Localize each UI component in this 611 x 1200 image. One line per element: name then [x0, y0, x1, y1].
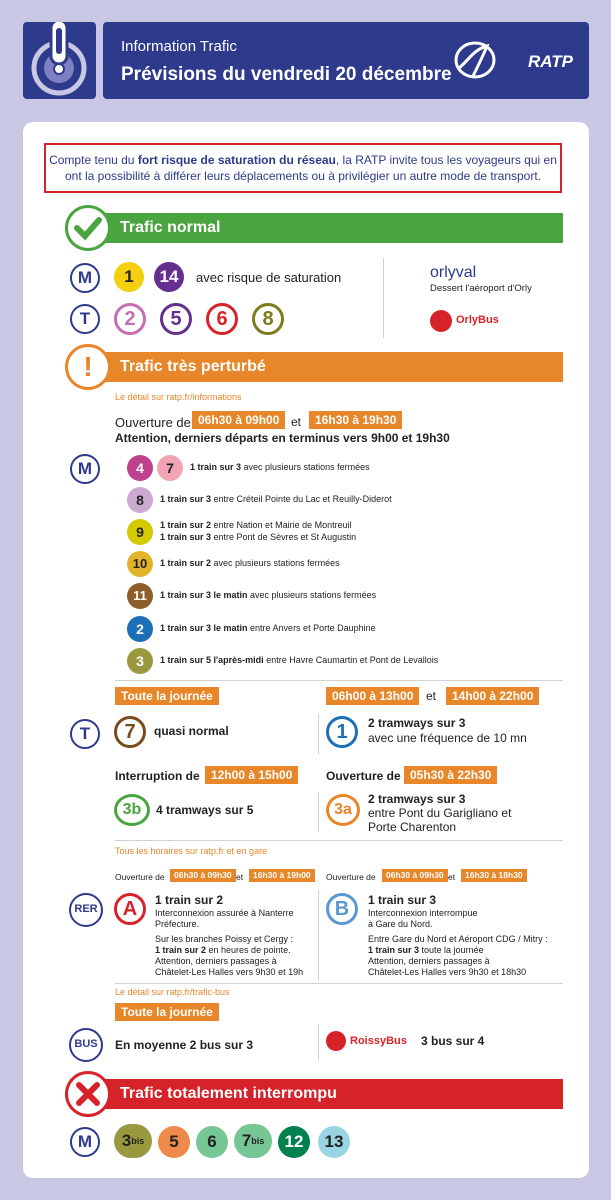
rer-b-l4: 1 train sur 3 toute la journée [368, 945, 484, 955]
tram-icon: T [70, 719, 100, 749]
divider [115, 840, 563, 841]
tram-3a-bold: 2 tramways sur 3 [368, 792, 466, 806]
metro-icon: M [70, 263, 100, 293]
metro-line-7: 7 [157, 455, 183, 481]
metro-icon: M [70, 454, 100, 484]
tag-toute-journee: Toute la journée [115, 687, 219, 705]
tram-line-5: 5 [160, 303, 192, 335]
divider [383, 258, 384, 338]
rer-b-slot1: 06h30 à 09h30 [382, 869, 448, 882]
divider [318, 714, 319, 754]
tram-1-text: avec une fréquence de 10 mn [368, 731, 527, 745]
rer-b-slot2: 16h30 à 18h30 [461, 869, 527, 882]
rer-b-ouverture: Ouverture de [326, 872, 376, 882]
tram-3a-line1: entre Pont du Garigliano et [368, 806, 512, 820]
header-subtitle: Prévisions du vendredi 20 décembre [121, 64, 452, 85]
time-slot-1: 06h30 à 09h00 [192, 411, 285, 429]
et-label: et [426, 689, 437, 703]
rer-line-a: A [114, 893, 146, 925]
orlyval-logo: orlyval [430, 264, 477, 281]
rer-a-l3: Sur les branches Poissy et Cergy : [155, 934, 294, 944]
tag-toute-journee: Toute la journée [115, 1003, 219, 1021]
rer-b-l6: Châtelet-Les Halles vers 9h30 et 18h30 [368, 967, 527, 977]
metro-line-11: 11 [127, 583, 153, 609]
bus-detail-link[interactable]: Le détail sur ratp.fr/trafic-bus [115, 987, 230, 997]
metro-row-4: 1 train sur 2 avec plusieurs stations fermées [160, 558, 340, 568]
tram-icon: T [70, 304, 100, 334]
rer-a-l2: Préfecture. [155, 919, 200, 929]
rer-line-b: B [326, 893, 358, 925]
metro-line-3: 3 [127, 648, 153, 674]
ouverture-label: Ouverture de [115, 415, 191, 430]
divider [318, 792, 319, 832]
ratp-logo-icon [453, 40, 497, 80]
tram-line-7: 7 [114, 716, 146, 748]
metro-line-5: 5 [158, 1126, 190, 1158]
metro-row-7: 1 train sur 5 l'après-midi entre Havre Caumartin et Pont de Levallois [160, 655, 439, 665]
band-title: Trafic très perturbé [120, 358, 266, 375]
rer-a-slot1: 06h30 à 09h30 [170, 869, 236, 882]
bus-text: En moyenne 2 bus sur 3 [115, 1038, 254, 1052]
interruption-label: Interruption de [115, 769, 200, 783]
bus-icon: BUS [69, 1028, 103, 1062]
rer-a-l4: 1 train sur 2 en heures de pointe. [155, 945, 291, 955]
metro-row-5: 1 train sur 3 le matin avec plusieurs stations fermées [160, 590, 377, 600]
time-slot-2: 16h30 à 19h30 [309, 411, 402, 429]
rer-b-l5: Attention, derniers passages à [368, 956, 490, 966]
divider [318, 1024, 319, 1060]
rer-icon: RER [69, 893, 103, 927]
metro-normal-note: avec risque de saturation [196, 270, 342, 285]
metro-row-3b: 1 train sur 3 entre Pont de Sèvres et St Augustin [160, 532, 357, 542]
band-title: Trafic totalement interrompu [120, 1085, 337, 1102]
metro-line-12: 12 [278, 1126, 310, 1158]
ratp-brand: RATP [527, 52, 573, 71]
divider [318, 890, 319, 980]
tram-1-bold: 2 tramways sur 3 [368, 716, 466, 730]
check-icon [65, 205, 111, 251]
rer-b-l1: Interconnexion interrompue [368, 908, 478, 918]
time-slot-b: 14h00 à 22h00 [446, 687, 539, 705]
metro-row-1: 1 train sur 3 avec plusieurs stations fermées [190, 462, 370, 472]
ouverture-slot: 05h30 à 22h30 [404, 766, 497, 784]
cross-icon [65, 1071, 111, 1117]
rer-b-title: 1 train sur 3 [368, 893, 437, 907]
orlybus-label: OrlyBus [456, 314, 499, 326]
header-title: Information Trafic [121, 38, 237, 55]
metro-line-14: 14 [154, 262, 184, 292]
et-label: et [291, 415, 302, 429]
alert-logo [23, 22, 96, 99]
tram-line-1: 1 [326, 716, 358, 748]
tram-7-text: quasi normal [154, 724, 229, 738]
rer-a-l6: Châtelet-Les Halles vers 9h30 et 19h [155, 967, 304, 977]
tram-line-6: 6 [206, 303, 238, 335]
divider [115, 680, 563, 681]
band-trafic-interrompu [70, 1079, 563, 1109]
rer-a-ouverture: Ouverture de [115, 872, 165, 882]
metro-line-1: 1 [114, 262, 144, 292]
warning-notice [44, 143, 562, 193]
metro-row-3a: 1 train sur 2 entre Nation et Mairie de Montreuil [160, 520, 352, 530]
metro-line-8: 8 [127, 487, 153, 513]
warning-text-bold: fort risque de saturation du réseau [137, 153, 336, 167]
band-trafic-normal [70, 213, 563, 243]
warning-text-1: Compte tenu du [49, 153, 138, 167]
horaires-link[interactable]: Tous les horaires sur ratp.fr et en gare [115, 846, 268, 856]
metro-line-6: 6 [196, 1126, 228, 1158]
detail-link[interactable]: Le détail sur ratp.fr/informations [115, 392, 242, 402]
et-label: et [236, 872, 244, 882]
roissybus-label: RoissyBus [350, 1035, 407, 1047]
orlyval-desc: Dessert l'aéroport d'Orly [430, 283, 532, 294]
rer-b-l2: à Gare du Nord. [368, 919, 433, 929]
band-trafic-perturbe [70, 352, 563, 382]
rer-a-title: 1 train sur 2 [155, 893, 224, 907]
metro-line-10: 10 [127, 551, 153, 577]
metro-line-13: 13 [318, 1126, 350, 1158]
tram-line-2: 2 [114, 303, 146, 335]
metro-row-6: 1 train sur 3 le matin entre Anvers et Porte Dauphine [160, 623, 376, 633]
metro-line-7bis: 7bis [234, 1124, 272, 1158]
metro-icon: M [70, 1127, 100, 1157]
band-title: Trafic normal [120, 219, 221, 236]
header-banner [103, 22, 589, 99]
exclamation-icon [23, 22, 96, 99]
tram-line-3b: 3b [114, 794, 150, 826]
metro-line-9: 9 [127, 519, 153, 545]
metro-line-2: 2 [127, 616, 153, 642]
metro-row-2: 1 train sur 3 entre Créteil Pointe du Lac et Reuilly-Diderot [160, 494, 392, 504]
metro-line-3bis: $3^{bis}$ [114, 1124, 152, 1158]
tram-line-8: 8 [252, 303, 284, 335]
metro-line-4: 4 [127, 455, 153, 481]
rer-a-slot2: 16h30 à 19h00 [249, 869, 315, 882]
warning-text-2: , la RATP invite tous les voyageurs qui en ont la possibilité à différer leurs déplacements ou à privilégier un autre mode de transport. [64, 153, 557, 183]
roissybus-text: 3 bus sur 4 [421, 1034, 485, 1048]
attention-note: Attention, derniers départs en terminus vers 9h00 et 19h30 [115, 431, 450, 445]
interruption-slot: 12h00 à 15h00 [205, 766, 298, 784]
roissybus-icon [326, 1031, 346, 1051]
tram-line-3a: 3a [326, 794, 360, 826]
tram-3a-line2: Porte Charenton [368, 820, 457, 834]
orlybus-icon [430, 310, 452, 332]
time-slot-a: 06h00 à 13h00 [326, 687, 419, 705]
et-label: et [448, 872, 456, 882]
ouverture-label: Ouverture de [326, 769, 401, 783]
rer-a-l1: Interconnexion assurée à Nanterre [155, 908, 294, 918]
rer-b-l3: Entre Gare du Nord et Aéroport CDG / Mitry : [368, 934, 548, 944]
tram-3b-text: 4 tramways sur 5 [156, 803, 254, 817]
exclamation-icon: ! [65, 344, 111, 390]
rer-a-l5: Attention, derniers passages à [155, 956, 277, 966]
divider [115, 983, 563, 984]
